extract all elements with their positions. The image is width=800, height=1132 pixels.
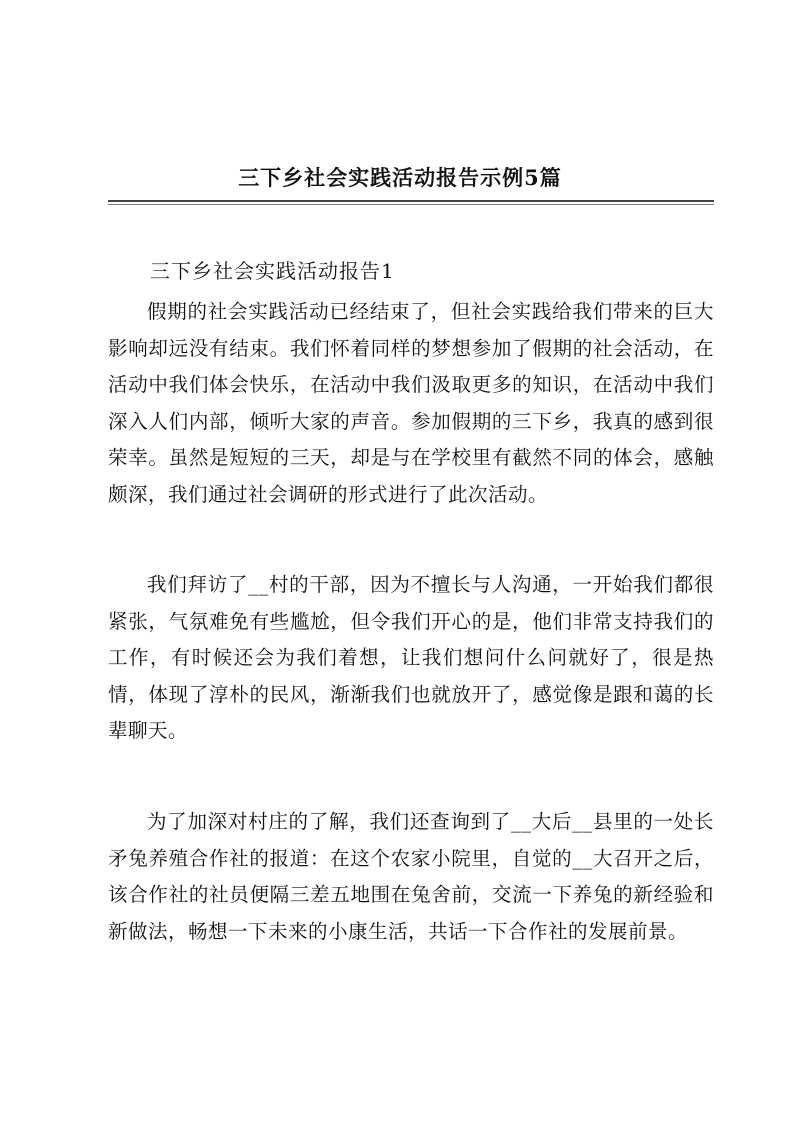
paragraph: 我们拜访了__村的干部，因为不擅长与人沟通，一开始我们都很紧张，气氛难免有些尴尬，但令我们开心的是，他们非常支持我们的工作，有时候还会为我们着想，让我们想问什么问就好了，很是热情，体现了淳朴的民风，渐渐我们也就放开了，感觉像是跟和蔼的长辈聊天。	[108, 573, 714, 742]
title-underline-thin	[108, 204, 714, 205]
title-underline-thick	[108, 200, 714, 202]
paragraph: 假期的社会实践活动已经结束了，但社会实践给我们带来的巨大影响却远没有结束。我们怀着同样的梦想参加了假期的社会活动，在活动中我们体会快乐，在活动中我们汲取更多的知识，在活动中我们深入人们内部，倾听大家的声音。参加假期的三下乡，我真的感到很荣幸。虽然是短短的三天，却是与在学校里有截然不同的体会，感触颇深，我们通过社会调研的形式进行了此次活动。	[108, 300, 714, 506]
section-heading: 三下乡社会实践活动报告1	[150, 259, 395, 283]
document-title: 三下乡社会实践活动报告示例5篇	[238, 165, 562, 190]
paragraph: 为了加深对村庄的了解，我们还查询到了__大后__县里的一处长矛兔养殖合作社的报道：在这个农家小院里，自觉的__大召开之后，该合作社的社员便隔三差五地围在兔舍前，交流一下养兔的新经验和新做法，畅想一下未来的小康生活，共话一下合作社的发展前景。	[108, 810, 714, 943]
